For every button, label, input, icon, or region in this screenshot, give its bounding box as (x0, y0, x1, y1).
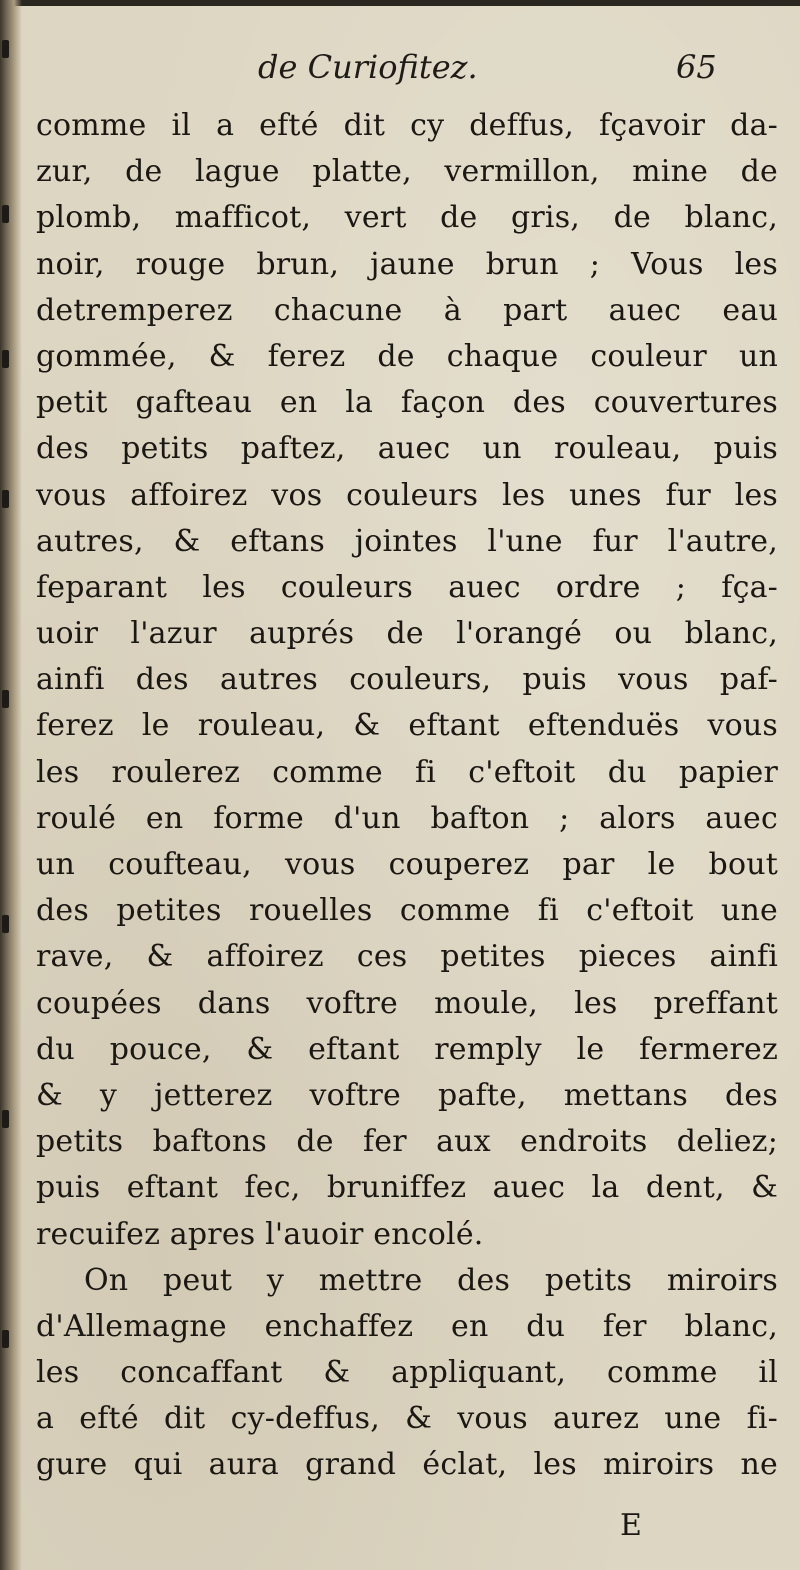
binding-mark (2, 1110, 9, 1128)
page-number: 65 (676, 48, 717, 86)
binding-mark (2, 915, 9, 933)
text-line: zur, de lague platte, vermillon, mine de (36, 154, 778, 190)
binding-mark (2, 205, 9, 223)
top-edge-shadow (0, 0, 800, 6)
text-line: vous affoirez vos couleurs les unes fur les (36, 477, 778, 513)
text-line: rave, & affoirez ces petites pieces ainfi (36, 939, 778, 975)
text-line: du pouce, & eftant remply le fermerez (36, 1031, 778, 1067)
text-line: puis eftant fec, bruniffez auec la dent, & (36, 1170, 778, 1206)
text-line: uoir l'azur auprés de l'orangé ou blanc, (36, 616, 778, 652)
text-line: des petits paftez, auec un rouleau, puis (36, 431, 778, 467)
binding-mark (2, 690, 9, 708)
text-line: petit gafteau en la façon des couvertures (36, 385, 778, 421)
binding-thread-marks (2, 0, 10, 1570)
paragraph-1 (36, 103, 778, 1258)
text-line: a efté dit cy-deffus, & vous aurez une fi- (36, 1401, 778, 1437)
text-line: les roulerez comme fi c'eftoit du papier (36, 754, 778, 790)
binding-mark (2, 350, 9, 368)
text-line: ainfi des autres couleurs, puis vous paf- (36, 662, 778, 698)
text-line: des petites rouelles comme fi c'eftoit une (36, 893, 778, 929)
text-line: ferez le rouleau, & eftant eftenduës vous (36, 708, 778, 744)
binding-mark (2, 490, 9, 508)
text-line: d'Allemagne enchaffez en du fer blanc, (36, 1308, 778, 1344)
text-line: petits baftons de fer aux endroits deliez; (36, 1124, 778, 1160)
text-line: gommée, & ferez de chaque couleur un (36, 338, 778, 374)
text-line: On peut y mettre des petits miroirs (84, 1262, 778, 1298)
body-text (36, 103, 778, 1489)
page-header (0, 48, 800, 98)
text-line: coupées dans voftre moule, les preffant (36, 985, 778, 1021)
text-line: roulé en forme d'un bafton ; alors auec (36, 800, 778, 836)
text-line: & y jetterez voftre pafte, mettans des (36, 1077, 778, 1113)
signature-mark: E (620, 1508, 642, 1543)
paragraph-2 (36, 1258, 778, 1489)
text-line: gure qui aura grand éclat, les miroirs ne (36, 1447, 778, 1483)
running-head: de Curiofitez. (258, 48, 478, 86)
text-line: plomb, mafficot, vert de gris, de blanc, (36, 200, 778, 236)
text-line: detremperez chacune à part auec eau (36, 292, 778, 328)
text-line: feparant les couleurs auec ordre ; fça- (36, 569, 778, 605)
text-line: comme il a efté dit cy deffus, fçavoir da- (36, 108, 778, 143)
text-line: noir, rouge brun, jaune brun ; Vous les (36, 246, 778, 282)
text-line: autres, & eftans jointes l'une fur l'autre, (36, 523, 778, 559)
text-line: recuifez apres l'auoir encolé. (36, 1216, 484, 1252)
binding-mark (2, 1330, 9, 1348)
text-line: un coufteau, vous couperez par le bout (36, 847, 778, 882)
text-line: les concaffant & appliquant, comme il (36, 1355, 778, 1391)
